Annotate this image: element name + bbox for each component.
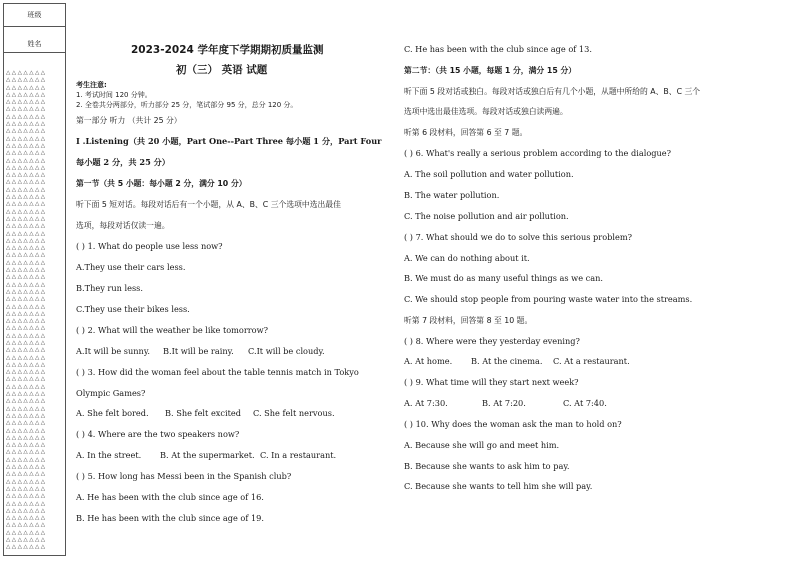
question-9-option-c: C. At 7:40. — [563, 398, 607, 408]
question-8-option-b: B. At the cinema. — [471, 356, 543, 366]
question-10-option-b: B. Because she wants to ask him to pay. — [404, 461, 570, 471]
question-3-option-b: B. She felt excited — [165, 408, 241, 418]
question-5-option-b: B. He has been with the club since age of 19. — [76, 513, 264, 523]
question-1-option-c: C.They use their bikes less. — [76, 304, 190, 314]
part1-title: 第一部分 听力 （共计 25 分） — [76, 116, 182, 125]
question-7-option-c: C. We should stop people from pouring waste water into the streams. — [404, 294, 693, 304]
question-4: ( ) 4. Where are the two speakers now? — [76, 429, 240, 439]
exam-subtitle: 初（三） 英语 试题 — [176, 64, 268, 76]
question-2-option-c: C.It will be cloudy. — [248, 346, 325, 356]
question-1-option-a: A.They use their cars less. — [76, 262, 186, 272]
question-2-option-b: B.It will be rainy. — [163, 346, 234, 356]
question-9-option-b: B. At 7:20. — [482, 398, 526, 408]
question-1-option-b: B.They run less. — [76, 283, 143, 293]
section1-title: 第一节（共 5 小题：每小题 2 分，满分 10 分） — [76, 179, 247, 188]
question-9-option-a: A. At 7:30. — [404, 398, 448, 408]
question-8-option-a: A. At home. — [404, 356, 453, 366]
question-7-option-b: B. We must do as many useful things as we can. — [404, 273, 603, 283]
class-label: 班级 — [4, 4, 65, 27]
question-2: ( ) 2. What will the weather be like tomorrow? — [76, 325, 269, 335]
question-1: ( ) 1. What do people use less now? — [76, 241, 223, 251]
material-6-instruction: 听第 6 段材料，回答第 6 至 7 题。 — [404, 128, 528, 137]
question-5-option-c: C. He has been with the club since age of 13. — [404, 44, 592, 54]
listening-heading-1: I .Listening（共 20 小题，Part One--Part Three 每小题 1 分，Part Four — [76, 136, 382, 146]
listening-heading-2: 每小题 2 分，共 25 分） — [76, 157, 170, 167]
question-3-continued: Olympic Games? — [76, 388, 146, 398]
question-7-option-a: A. We can do nothing about it. — [404, 253, 530, 263]
question-6-option-a: A. The soil pollution and water pollution. — [404, 169, 574, 179]
notes-item-1: 1. 考试时间 120 分钟。 — [76, 91, 152, 99]
question-3: ( ) 3. How did the woman feel about the table tennis match in Tokyo — [76, 367, 359, 377]
question-6-option-c: C. The noise pollution and air pollution. — [404, 211, 569, 221]
notes-heading: 考生注意: — [76, 81, 107, 89]
question-10: ( ) 10. Why does the woman ask the man to hold on? — [404, 419, 622, 429]
question-2-option-a: A.It will be sunny. — [76, 346, 150, 356]
material-7-instruction: 听第 7 段材料，回答第 8 至 10 题。 — [404, 316, 533, 325]
question-10-option-c: C. Because she wants to tell him she will pay. — [404, 481, 593, 491]
section2-title: 第二节：（共 15 小题，每题 1 分，满分 15 分） — [404, 66, 577, 75]
question-4-option-a: A. In the street. — [76, 450, 142, 460]
question-10-option-a: A. Because she will go and meet him. — [404, 440, 560, 450]
question-4-option-b: B. At the supermarket. — [160, 450, 255, 460]
name-label: 姓名 — [4, 27, 65, 53]
question-3-option-c: C. She felt nervous. — [253, 408, 335, 418]
question-4-option-c: C. In a restaurant. — [260, 450, 337, 460]
question-5: ( ) 5. How long has Messi been in the Spanish club? — [76, 471, 292, 481]
question-7: ( ) 7. What should we do to solve this serious problem? — [404, 232, 632, 242]
question-5-option-a: A. He has been with the club since age of 16. — [76, 492, 264, 502]
seal-line-triangles: △△△△△△△ △△△△△△△ △△△△△△△ △△△△△△△ △△△△△△△ △△△△△△△ △△△△△△△ △△△△△△△ △△△△△△△ △△△△△△△ △△△△△△△ △△△△△△△ △△△△△△△ △△△△△△△ △△△△△△△ △△△△△△△ △△△△△△△ △△△△△△△ △△△△△△△ △△△△△△△ △△△△△△△ △△△△△△△ △△△△△△△ △△△△△△△ △△△△△△△ △△△△△△△ △△△△△△△ △△△△△△△ △△△△△△△ △△△△△△△ △△△△△△△ △△△△△△△ △△△△△△△ △△△△△△△ △△△△△△△ △△△△△△△ △△△△△△△ △△△△△△△ △△△△△△△ △△△△△△△ △△△△△△△ △△△△△△△ △△△△△△△ △△△△△△△ △△△△△△△ △△△△△△△ △△△△△△△ △△△△△△△ △△△△△△△ △△△△△△△ △△△△△△△ △△△△△△△ △△△△△△△ △△△△△△△ △△△△△△△ △△△△△△△ △△△△△△△ △△△△△△△ △△△△△△△ △△△△△△△ △△△△△△△ △△△△△△△ △△△△△△△ △△△△△△△ △△△△△△△ △△△△△△△ — [6, 70, 47, 551]
notes-item-2: 2. 全卷共分两部分，听力部分 25 分，笔试部分 95 分，总分 120 分。 — [76, 101, 298, 109]
exam-title: 2023-2024 学年度下学期期初质量监测 — [131, 44, 324, 56]
question-9: ( ) 9. What time will they start next week? — [404, 377, 579, 387]
section2-instructions-2: 选项中选出最佳选项。每段对话或独白读两遍。 — [404, 107, 568, 116]
question-6: ( ) 6. What's really a serious problem according to the dialogue? — [404, 148, 671, 158]
section1-instructions-2: 选项，每段对话仅读一遍。 — [76, 221, 170, 230]
question-6-option-b: B. The water pollution. — [404, 190, 500, 200]
section1-instructions-1: 听下面 5 短对话。每段对话后有一个小题，从 A、B、C 三个选项中选出最佳 — [76, 200, 341, 209]
question-3-option-a: A. She felt bored. — [76, 408, 149, 418]
section2-instructions-1: 听下面 5 段对话或独白。每段对话或独白后有几个小题，从题中所给的 A、B、C 三个 — [404, 87, 701, 96]
question-8-option-c: C. At a restaurant. — [553, 356, 630, 366]
question-8: ( ) 8. Where were they yesterday evening? — [404, 336, 580, 346]
binding-margin — [3, 3, 66, 556]
